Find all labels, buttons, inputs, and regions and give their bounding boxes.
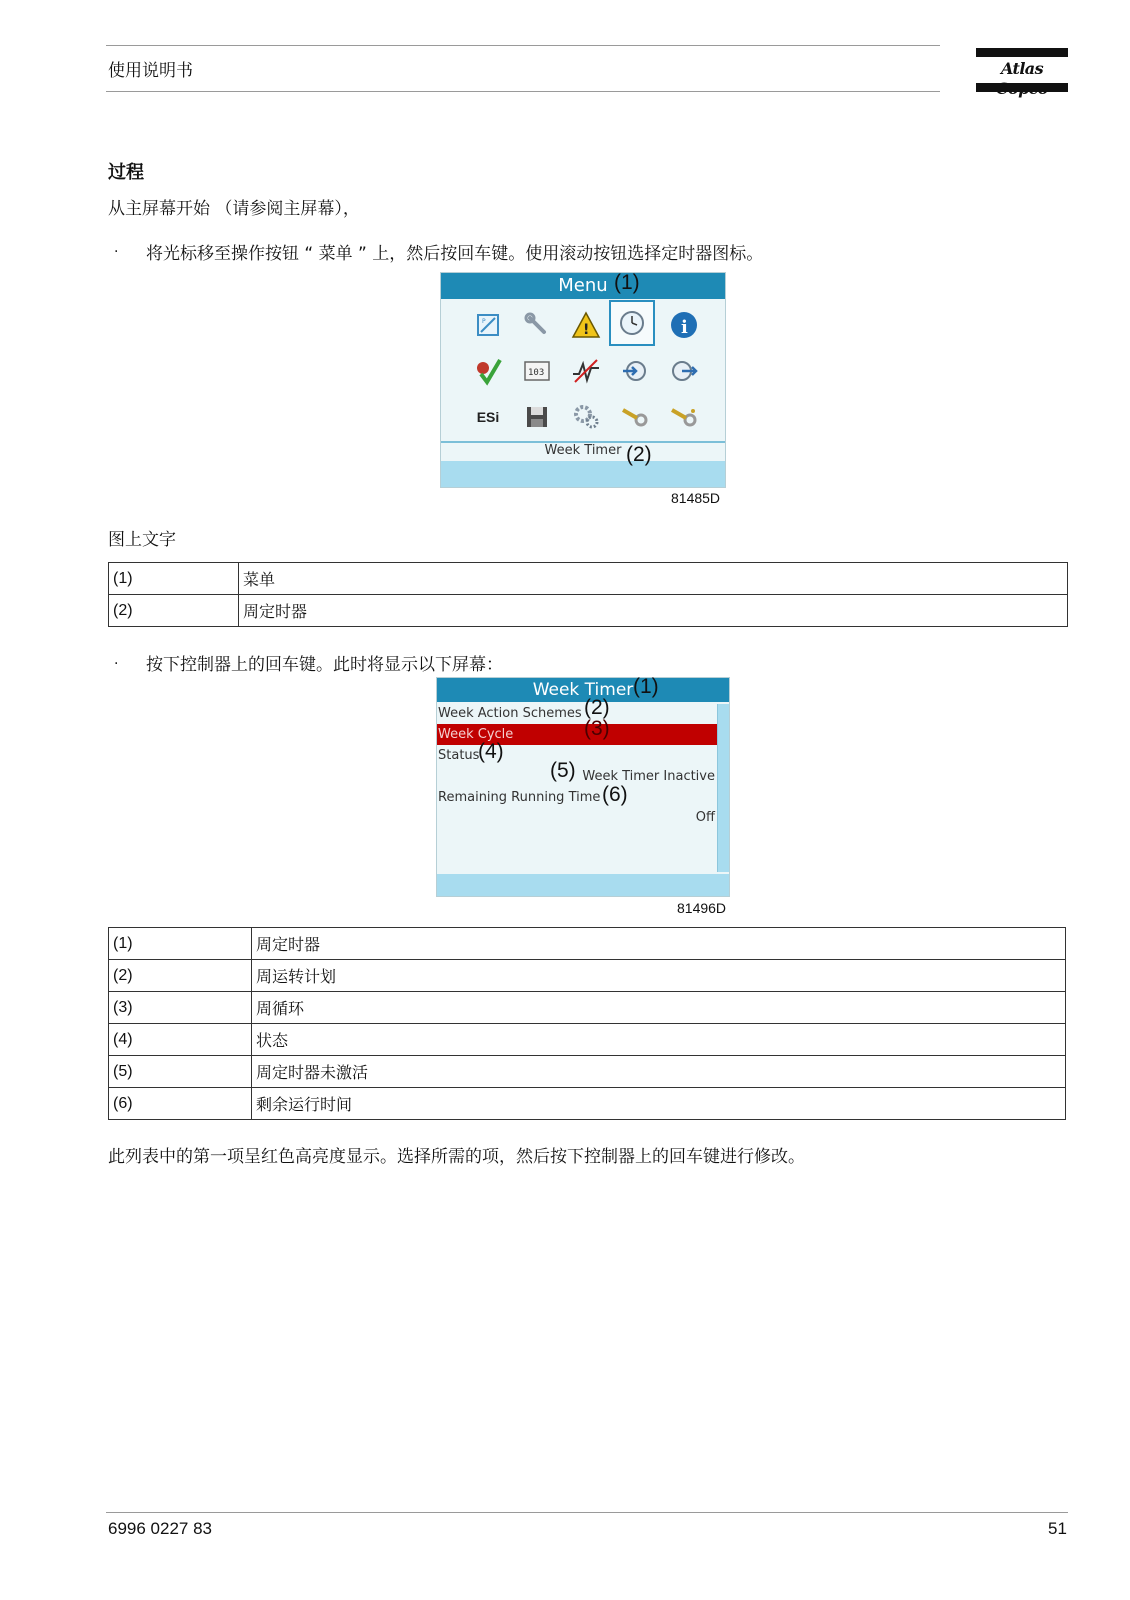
menu-callout-2: (2) (626, 443, 652, 466)
week-timer-figure-code: 81496D (677, 900, 727, 916)
legend1-num-1: (1) (109, 563, 239, 595)
legend2-text-5: 周定时器未激活 (252, 1056, 1066, 1088)
svg-text:i: i (681, 317, 688, 338)
legend2-text-4: 状态 (252, 1024, 1066, 1056)
week-timer-title-bar (437, 675, 729, 702)
legend2-table (108, 927, 1066, 1120)
header-top-rule (106, 45, 940, 46)
status-value: Week Timer Inactive (582, 769, 715, 784)
table-row (109, 1088, 1066, 1120)
clock-icon[interactable] (609, 300, 655, 346)
step2-text: 按下控制器上的回车键。此时将显示以下屏幕： (146, 655, 503, 675)
wt-callout-6: (6) (602, 783, 628, 806)
table-row (109, 960, 1066, 992)
legend2-text-6: 剩余运行时间 (252, 1088, 1066, 1120)
header-bottom-rule (106, 91, 940, 92)
scrollbar[interactable] (717, 704, 729, 872)
graph-icon[interactable] (468, 305, 508, 345)
legend2-text-3: 周循环 (252, 992, 1066, 1024)
save-icon[interactable] (517, 397, 557, 437)
svg-text:P: P (482, 318, 486, 325)
remaining-value: Off (695, 810, 715, 825)
table-row (109, 992, 1066, 1024)
svg-text:103: 103 (528, 368, 545, 378)
esi-icon[interactable] (468, 397, 508, 437)
section-heading: 过程 (108, 162, 144, 183)
week-timer-bottom-bar (437, 874, 729, 897)
week-timer-title: Week Timer (532, 680, 634, 700)
key-icon[interactable] (615, 397, 655, 437)
legend1-num-2: (2) (109, 595, 239, 627)
svg-text:!: ! (583, 322, 590, 338)
remaining-running-time-row[interactable]: Remaining Running Time (438, 790, 601, 805)
menu-title-bar (441, 273, 725, 299)
legend2-num-2: (2) (109, 960, 252, 992)
logo-wordmark: Atlas (1001, 59, 1043, 78)
legend2-num-5: (5) (109, 1056, 252, 1088)
key-alt-icon[interactable] (664, 397, 704, 437)
info-icon[interactable] (664, 305, 704, 345)
week-action-schemes-row[interactable]: Week Action Schemes (438, 706, 582, 721)
legend2-num-4: (4) (109, 1024, 252, 1056)
page-number: 51 (1048, 1519, 1067, 1538)
warning-icon[interactable] (566, 305, 606, 345)
table-row (109, 1056, 1066, 1088)
legend1-caption: 图上文字 (108, 530, 176, 550)
menu-screen (440, 272, 726, 488)
menu-figure-code: 81485D (671, 490, 721, 506)
legend1-text-1: 菜单 (239, 563, 1068, 595)
table-row (109, 1024, 1066, 1056)
step1-text: 将光标移至操作按钮 “ 菜单 ” 上，然后按回车键。使用滚动按钮选择定时器图标。 (146, 244, 764, 264)
legend2-text-1: 周定时器 (252, 928, 1066, 960)
bullet-marker: · (114, 244, 119, 260)
menu-footer-text: Week Timer (544, 443, 622, 458)
table-row (109, 563, 1068, 595)
intro-text: 从主屏幕开始 （请参阅主屏幕）， (108, 199, 360, 219)
output-icon[interactable] (664, 351, 704, 391)
week-cycle-row[interactable]: Week Cycle (437, 724, 717, 745)
input-icon[interactable] (615, 351, 655, 391)
wt-callout-4: (4) (478, 740, 504, 763)
bullet-marker-2: · (114, 656, 119, 672)
trend-icon[interactable] (566, 351, 606, 391)
legend1-table (108, 562, 1068, 627)
legend2-num-3: (3) (109, 992, 252, 1024)
wrench-icon[interactable] (517, 305, 557, 345)
week-timer-screen (436, 677, 730, 897)
table-row (109, 928, 1066, 960)
status-row[interactable]: Status (438, 748, 480, 763)
footer-rule (106, 1512, 1068, 1513)
counter-icon[interactable] (517, 351, 557, 391)
wt-callout-5: (5) (550, 759, 576, 782)
legend2-text-2: 周运转计划 (252, 960, 1066, 992)
wt-callout-2: (2) (584, 696, 610, 719)
header-title: 使用说明书 (108, 61, 193, 81)
legend2-num-6: (6) (109, 1088, 252, 1120)
menu-title: Menu (558, 275, 608, 296)
document-number: 6996 0227 83 (108, 1519, 212, 1538)
settings-gear-icon[interactable] (566, 397, 606, 437)
test-check-icon[interactable] (468, 351, 508, 391)
menu-status-line (441, 443, 725, 459)
table-row (109, 595, 1068, 627)
menu-bottom-bar (441, 461, 725, 487)
closing-text: 此列表中的第一项呈红色高亮度显示。选择所需的项，然后按下控制器上的回车键进行修改。 (108, 1147, 805, 1167)
legend1-text-2: 周定时器 (239, 595, 1068, 627)
wt-callout-1: (1) (633, 675, 659, 698)
esi-label: ESi (476, 409, 500, 425)
atlas-copco-logo (976, 48, 1068, 93)
menu-callout-1: (1) (614, 271, 640, 294)
wt-callout-3: (3) (584, 717, 610, 740)
legend2-num-1: (1) (109, 928, 252, 960)
